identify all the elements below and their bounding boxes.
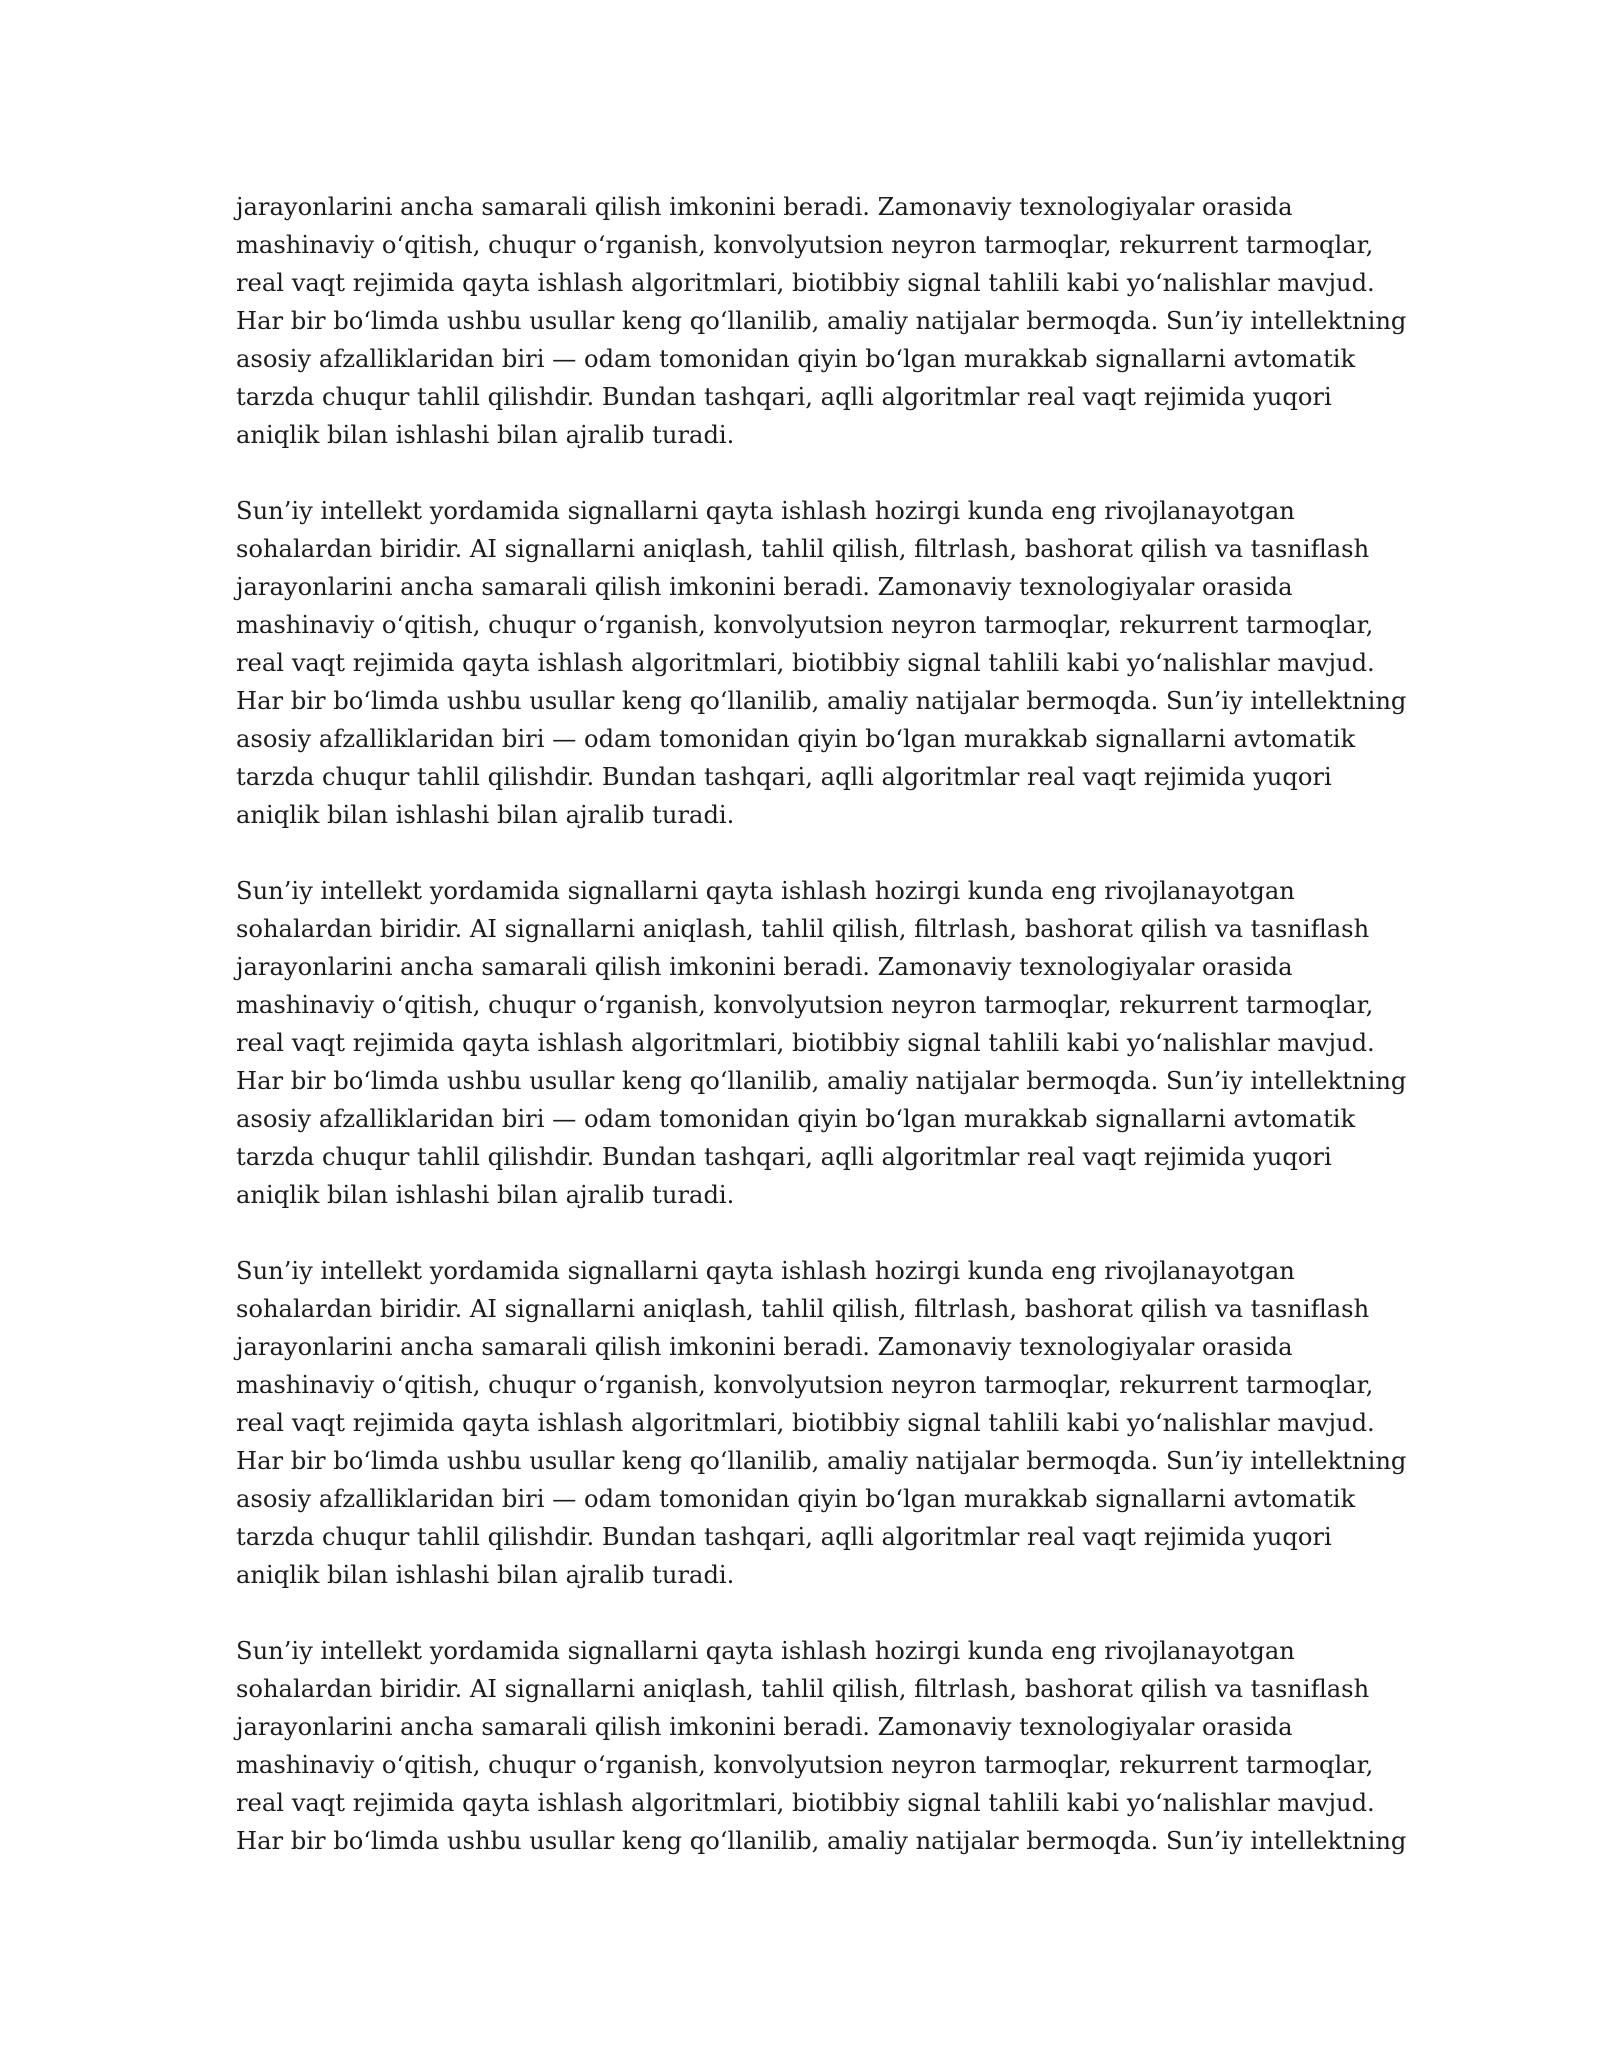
- text-line: jarayonlarini ancha samarali qilish imkonini beradi. Zamonaviy texnologiyalar orasida: [236, 953, 1293, 981]
- text-line: asosiy afzalliklaridan biri — odam tomonidan qiyin bo‘lgan murakkab signallarni avtomatik: [236, 345, 1356, 373]
- text-line: jarayonlarini ancha samarali qilish imkonini beradi. Zamonaviy texnologiyalar orasida: [236, 1713, 1293, 1741]
- text-line: mashinaviy o‘qitish, chuqur o‘rganish, konvolyutsion neyron tarmoqlar, rekurrent tarmoqlar,: [236, 231, 1374, 259]
- text-line: Har bir bo‘limda ushbu usullar keng qo‘llanilib, amaliy natijalar bermoqda. Sun’iy intellektning: [236, 1827, 1407, 1855]
- body-text: [236, 188, 1407, 1898]
- text-line: aniqlik bilan ishlashi bilan ajralib turadi.: [236, 801, 735, 829]
- text-line: tarzda chuqur tahlil qilishdir. Bundan tashqari, aqlli algoritmlar real vaqt rejimida yuqori: [236, 383, 1332, 411]
- paragraph: [236, 1632, 1407, 1860]
- text-line: real vaqt rejimida qayta ishlash algoritmlari, biotibbiy signal tahlili kabi yo‘nalishlar mavjud.: [236, 1789, 1375, 1817]
- text-line: sohalardan biridir. AI signallarni aniqlash, tahlil qilish, filtrlash, bashorat qilish va tasniflash: [236, 915, 1370, 943]
- text-line: mashinaviy o‘qitish, chuqur o‘rganish, konvolyutsion neyron tarmoqlar, rekurrent tarmoqlar,: [236, 1371, 1374, 1399]
- text-line: aniqlik bilan ishlashi bilan ajralib turadi.: [236, 1561, 735, 1589]
- text-line: Sun’iy intellekt yordamida signallarni qayta ishlash hozirgi kunda eng rivojlanayotgan: [236, 1257, 1295, 1285]
- text-line: Har bir bo‘limda ushbu usullar keng qo‘llanilib, amaliy natijalar bermoqda. Sun’iy intellektning: [236, 307, 1407, 335]
- paragraph: [236, 872, 1407, 1214]
- text-line: tarzda chuqur tahlil qilishdir. Bundan tashqari, aqlli algoritmlar real vaqt rejimida yuqori: [236, 1523, 1332, 1551]
- paragraph: [236, 1252, 1407, 1594]
- text-line: real vaqt rejimida qayta ishlash algoritmlari, biotibbiy signal tahlili kabi yo‘nalishlar mavjud.: [236, 1029, 1375, 1057]
- text-line: real vaqt rejimida qayta ishlash algoritmlari, biotibbiy signal tahlili kabi yo‘nalishlar mavjud.: [236, 269, 1375, 297]
- text-line: Har bir bo‘limda ushbu usullar keng qo‘llanilib, amaliy natijalar bermoqda. Sun’iy intellektning: [236, 1447, 1407, 1475]
- text-line: sohalardan biridir. AI signallarni aniqlash, tahlil qilish, filtrlash, bashorat qilish va tasniflash: [236, 535, 1370, 563]
- text-line: asosiy afzalliklaridan biri — odam tomonidan qiyin bo‘lgan murakkab signallarni avtomatik: [236, 725, 1356, 753]
- text-line: jarayonlarini ancha samarali qilish imkonini beradi. Zamonaviy texnologiyalar orasida: [236, 1333, 1293, 1361]
- text-line: asosiy afzalliklaridan biri — odam tomonidan qiyin bo‘lgan murakkab signallarni avtomatik: [236, 1485, 1356, 1513]
- text-line: Sun’iy intellekt yordamida signallarni qayta ishlash hozirgi kunda eng rivojlanayotgan: [236, 497, 1295, 525]
- text-line: aniqlik bilan ishlashi bilan ajralib turadi.: [236, 1181, 735, 1209]
- text-line: mashinaviy o‘qitish, chuqur o‘rganish, konvolyutsion neyron tarmoqlar, rekurrent tarmoqlar,: [236, 991, 1374, 1019]
- text-line: real vaqt rejimida qayta ishlash algoritmlari, biotibbiy signal tahlili kabi yo‘nalishlar mavjud.: [236, 1409, 1375, 1437]
- text-line: jarayonlarini ancha samarali qilish imkonini beradi. Zamonaviy texnologiyalar orasida: [236, 193, 1293, 221]
- paragraph: [236, 492, 1407, 834]
- text-line: jarayonlarini ancha samarali qilish imkonini beradi. Zamonaviy texnologiyalar orasida: [236, 573, 1293, 601]
- text-line: mashinaviy o‘qitish, chuqur o‘rganish, konvolyutsion neyron tarmoqlar, rekurrent tarmoqlar,: [236, 1751, 1374, 1779]
- text-line: aniqlik bilan ishlashi bilan ajralib turadi.: [236, 421, 735, 449]
- text-line: tarzda chuqur tahlil qilishdir. Bundan tashqari, aqlli algoritmlar real vaqt rejimida yuqori: [236, 1143, 1332, 1171]
- paragraph: [236, 188, 1407, 454]
- text-line: Har bir bo‘limda ushbu usullar keng qo‘llanilib, amaliy natijalar bermoqda. Sun’iy intellektning: [236, 1067, 1407, 1095]
- text-line: mashinaviy o‘qitish, chuqur o‘rganish, konvolyutsion neyron tarmoqlar, rekurrent tarmoqlar,: [236, 611, 1374, 639]
- text-line: Sun’iy intellekt yordamida signallarni qayta ishlash hozirgi kunda eng rivojlanayotgan: [236, 1637, 1295, 1665]
- text-line: real vaqt rejimida qayta ishlash algoritmlari, biotibbiy signal tahlili kabi yo‘nalishlar mavjud.: [236, 649, 1375, 677]
- text-line: Sun’iy intellekt yordamida signallarni qayta ishlash hozirgi kunda eng rivojlanayotgan: [236, 877, 1295, 905]
- text-line: Har bir bo‘limda ushbu usullar keng qo‘llanilib, amaliy natijalar bermoqda. Sun’iy intellektning: [236, 687, 1407, 715]
- text-line: asosiy afzalliklaridan biri — odam tomonidan qiyin bo‘lgan murakkab signallarni avtomatik: [236, 1105, 1356, 1133]
- text-line: tarzda chuqur tahlil qilishdir. Bundan tashqari, aqlli algoritmlar real vaqt rejimida yuqori: [236, 763, 1332, 791]
- text-line: sohalardan biridir. AI signallarni aniqlash, tahlil qilish, filtrlash, bashorat qilish va tasniflash: [236, 1675, 1370, 1703]
- text-line: sohalardan biridir. AI signallarni aniqlash, tahlil qilish, filtrlash, bashorat qilish va tasniflash: [236, 1295, 1370, 1323]
